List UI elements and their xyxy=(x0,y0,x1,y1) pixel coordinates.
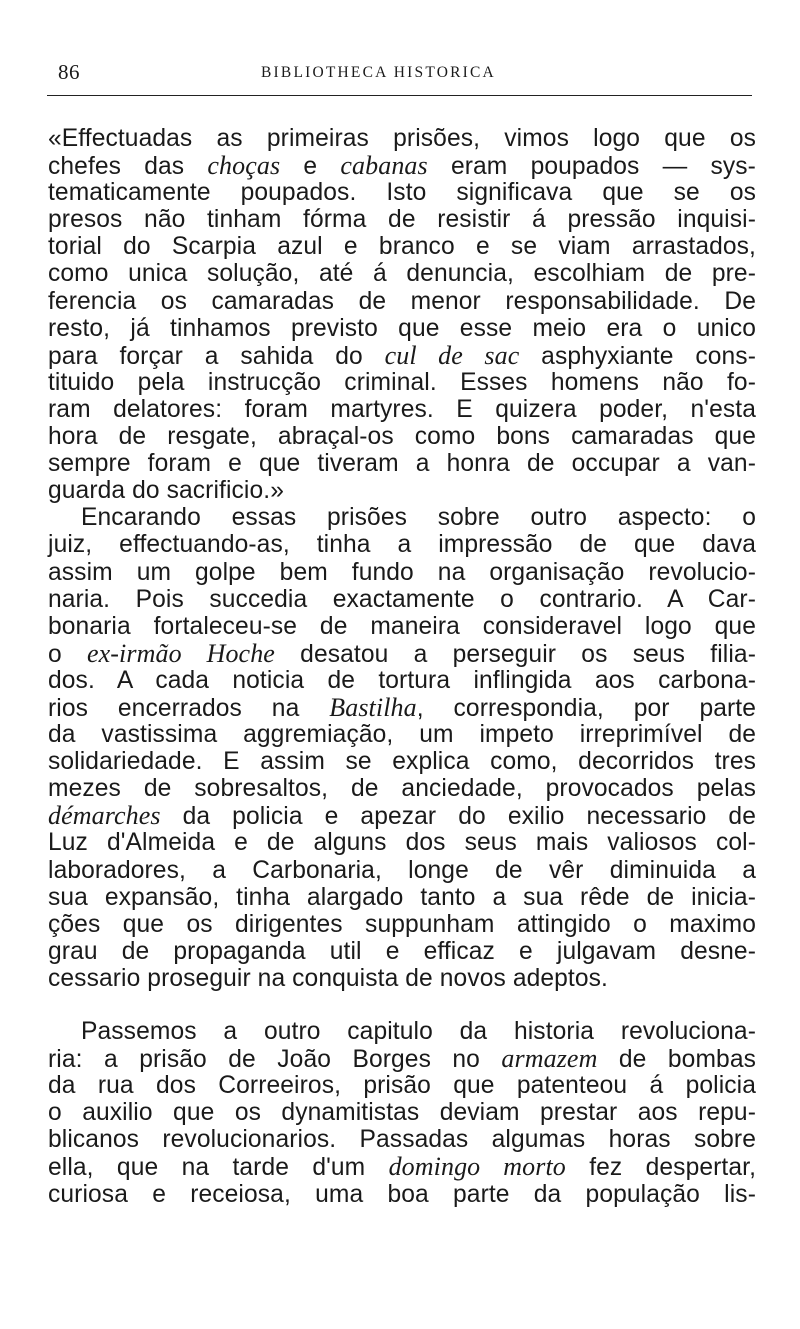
text-run: resto, já tinhamos previsto que esse meio era o unico xyxy=(48,314,756,342)
text-line xyxy=(48,369,756,396)
text-run: da rua dos Correeiros, prisão que patenteou á policia xyxy=(48,1072,756,1100)
text-line xyxy=(48,396,756,423)
text-run: presos não tinham fórma de resistir á pressão inquisi- xyxy=(48,206,756,234)
text-run: cessario proseguir na conquista de novos adeptos. xyxy=(48,964,608,992)
header-rule xyxy=(47,95,752,96)
text-run: «Effectuadas as primeiras prisões, vimos logo que os xyxy=(48,125,756,152)
italic-run: cul de sac xyxy=(384,340,520,370)
text-run: bonaria fortaleceu-se de maneira consideravel logo que xyxy=(48,612,756,640)
text-line xyxy=(48,233,756,260)
text-line xyxy=(48,315,756,342)
text-line xyxy=(48,1018,756,1045)
text-run: solidariedade. E assim se explica como, decorridos tres xyxy=(48,748,756,776)
paragraph xyxy=(48,504,756,992)
text-run: ram delatores: foram martyres. E quizera poder, n'esta xyxy=(48,395,756,423)
text-run: para forçar a sahida do xyxy=(48,342,385,370)
italic-run: armazem xyxy=(501,1044,598,1074)
text-line xyxy=(48,1181,756,1208)
text-run: e xyxy=(280,153,341,181)
text-line xyxy=(48,179,756,206)
text-line xyxy=(48,911,756,938)
text-run: assim um golpe bem fundo na organisação revolucio- xyxy=(48,558,756,586)
text-run: torial do Scarpia azul e branco e se viam arrastados, xyxy=(48,233,756,261)
italic-run: choças xyxy=(207,151,281,181)
text-run: tituido pela instrucção criminal. Esses homens não fo- xyxy=(48,368,756,396)
text-run: mezes de sobresaltos, de anciedade, provocados pelas xyxy=(48,775,756,803)
text-line xyxy=(48,1072,756,1099)
text-line xyxy=(48,748,756,775)
text-run: sua expansão, tinha alargado tanto a sua rêde de inicia- xyxy=(48,883,756,911)
text-run: sempre foram e que tiveram a honra de occupar a van- xyxy=(48,450,756,478)
text-run: ria: a prisão de João Borges no xyxy=(48,1046,502,1074)
text-line xyxy=(48,260,756,287)
italic-run: domingo morto xyxy=(388,1152,566,1182)
text-run: o auxilio que os dynamitistas deviam prestar aos repu- xyxy=(48,1099,756,1127)
text-run: da policia e apezar do exilio necessario de xyxy=(160,803,756,831)
text-line xyxy=(48,829,756,856)
text-run: Luz d'Almeida e de alguns dos seus mais valiosos col- xyxy=(48,829,756,857)
text-run: dos. A cada noticia de tortura inflingida aos carbona- xyxy=(48,666,756,694)
text-run: guarda do sacrificio.» xyxy=(48,477,284,505)
text-line xyxy=(48,721,756,748)
text-run: ções que os dirigentes suppunham attingido o maximo xyxy=(48,910,756,938)
running-title: BIBLIOTHECA HISTORICA xyxy=(261,64,496,81)
italic-run: Bastilha xyxy=(329,692,417,722)
page-number: 86 xyxy=(58,60,80,84)
text-run: tematicamente poupados. Isto significava que se os xyxy=(48,179,756,207)
text-line xyxy=(48,667,756,694)
text-run: da vastissima aggremiação, um impeto irreprimível de xyxy=(48,721,756,749)
text-line xyxy=(48,152,756,179)
text-line xyxy=(48,206,756,233)
body-text xyxy=(48,125,756,1208)
text-line xyxy=(48,586,756,613)
text-line xyxy=(48,531,756,558)
text-line xyxy=(48,504,756,531)
text-line xyxy=(48,613,756,640)
text-run: hora de resgate, abraçal-os como bons camaradas que xyxy=(48,423,756,451)
text-run: , correspondia, por parte xyxy=(416,694,756,722)
text-run: ella, que na tarde d'um xyxy=(48,1154,389,1182)
text-line xyxy=(48,423,756,450)
page-header xyxy=(55,58,755,92)
text-line xyxy=(48,1045,756,1072)
text-line xyxy=(48,694,756,721)
text-line xyxy=(48,884,756,911)
italic-run: ex-irmão Hoche xyxy=(87,638,275,668)
text-line xyxy=(48,640,756,667)
text-run: asphyxiante cons- xyxy=(519,342,756,370)
text-run: grau de propaganda util e efficaz e julgavam desne- xyxy=(48,937,756,965)
text-run: chefes das xyxy=(48,153,208,181)
text-line xyxy=(48,477,756,504)
text-line xyxy=(48,857,756,884)
text-line xyxy=(48,559,756,586)
text-run: rios encerrados na xyxy=(48,694,330,722)
text-run: ferencia os camaradas de menor responsabilidade. De xyxy=(48,287,756,315)
text-line xyxy=(48,1099,756,1126)
text-line xyxy=(48,450,756,477)
italic-run: cabanas xyxy=(340,151,428,181)
text-run: Encarando essas prisões sobre outro aspecto: o xyxy=(81,504,756,532)
text-run: como unica solução, até á denuncia, escolhiam de pre- xyxy=(48,260,756,288)
text-line xyxy=(48,802,756,829)
text-line xyxy=(48,938,756,965)
text-line xyxy=(48,125,756,152)
text-line xyxy=(48,1126,756,1153)
text-run: Passemos a outro capitulo da historia revoluciona- xyxy=(81,1018,756,1045)
paragraph-gap xyxy=(48,992,756,1018)
text-run: blicanos revolucionarios. Passadas algumas horas sobre xyxy=(48,1126,756,1154)
text-run: curiosa e receiosa, uma boa parte da população lis- xyxy=(48,1180,756,1208)
text-run: fez despertar, xyxy=(565,1154,757,1182)
text-line xyxy=(48,965,756,992)
italic-run: démarches xyxy=(48,801,161,831)
text-run: naria. Pois succedia exactamente o contrario. A Car- xyxy=(48,585,756,613)
text-run: juiz, effectuando-as, tinha a impressão de que dava xyxy=(48,531,756,559)
text-line xyxy=(48,1153,756,1180)
paragraph xyxy=(48,1018,756,1208)
text-line xyxy=(48,775,756,802)
text-run: laboradores, a Carbonaria, longe de vêr diminuida a xyxy=(48,856,756,884)
text-line xyxy=(48,342,756,369)
text-run: desatou a perseguir os seus filia- xyxy=(274,640,756,668)
text-run: o xyxy=(48,640,88,668)
paragraph xyxy=(48,125,756,504)
text-line xyxy=(48,288,756,315)
text-run: de bombas xyxy=(597,1046,756,1074)
text-run: eram poupados — sys- xyxy=(427,153,756,181)
